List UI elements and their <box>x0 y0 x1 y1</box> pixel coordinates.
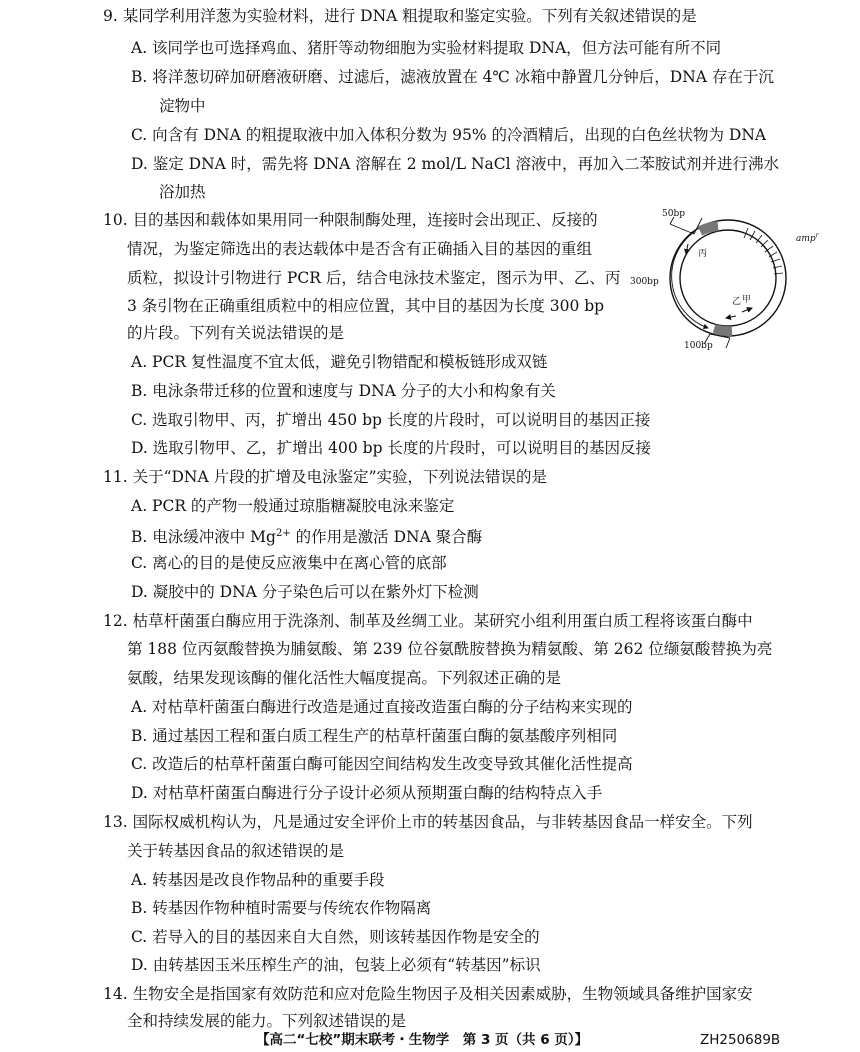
q10-option-c: C. 选取引物甲、丙，扩增出 450 bp 长度的片段时，可以说明目的基因正接 <box>131 411 651 429</box>
q11-option-d: D. 凝胶中的 DNA 分子染色后可以在紫外灯下检测 <box>131 583 479 601</box>
q9-option-c: C. 向含有 DNA 的粗提取液中加入体积分数为 95% 的冷酒精后，出现的白色丝状物为 DNA <box>131 126 767 144</box>
page-footer-title: 【高二“七校”期末联考・生物学 第 3 页（共 6 页）】 <box>256 1032 589 1048</box>
q10-option-a: A. PCR 复性温度不宜太低，避免引物错配和模板链形成双链 <box>131 353 548 371</box>
q13-option-d: D. 由转基因玉米压榨生产的油，包装上必须有“转基因”标识 <box>131 956 541 974</box>
label-100bp: 100bp <box>684 341 713 351</box>
q12-option-d: D. 对枯草杆菌蛋白酶进行分子设计必须从预期蛋白酶的结构特点入手 <box>131 784 603 802</box>
target-gene-lower-segment <box>714 329 732 331</box>
q12-stem-line1: 12. 枯草杆菌蛋白酶应用于洗涤剂、制革及丝绸工业。某研究小组利用蛋白质工程将该蛋白酶中 <box>103 612 753 630</box>
q11-stem: 11. 关于“DNA 片段的扩增及电泳鉴定”实验，下列说法错误的是 <box>103 468 548 486</box>
q9-stem: 9. 某同学利用洋葱为实验材料，进行 DNA 粗提取和鉴定实验。下列有关叙述错误的是 <box>103 7 697 25</box>
page-footer-code: ZH250689B <box>700 1032 781 1048</box>
q10-stem-line5: 的片段。下列有关说法错误的是 <box>127 324 345 342</box>
q9-option-a: A. 该同学也可选择鸡血、猪肝等动物细胞为实验材料提取 DNA，但方法可能有所不同 <box>131 39 722 57</box>
dim-300bp-arc <box>672 232 708 328</box>
dim-50bp-line <box>670 224 694 234</box>
q10-option-b: B. 电泳条带迁移的位置和速度与 DNA 分子的大小和构象有关 <box>131 382 556 400</box>
plasmid-diagram <box>628 204 828 352</box>
primer-jia-arrow <box>742 308 752 312</box>
q13-option-c: C. 若导入的目的基因来自大自然，则该转基因作物是安全的 <box>131 928 540 946</box>
q14-stem-line2: 全和持续发展的能力。下列叙述错误的是 <box>127 1012 407 1030</box>
label-50bp: 50bp <box>662 209 685 219</box>
label-primer-yi: 乙 <box>732 297 742 307</box>
q12-stem-line2: 第 188 位丙氨酸替换为脯氨酸、第 239 位谷氨酰胺替换为精氨酸、第 262 位缬氨酸替换为亮 <box>127 640 773 658</box>
label-300bp: 300bp <box>630 277 659 287</box>
q9-option-d-cont: 浴加热 <box>159 183 206 201</box>
q13-stem-line2: 关于转基因食品的叙述错误的是 <box>127 842 345 860</box>
q12-option-b: B. 通过基因工程和蛋白质工程生产的枯草杆菌蛋白酶的氨基酸序列相同 <box>131 727 618 745</box>
q9-option-d: D. 鉴定 DNA 时，需先将 DNA 溶解在 2 mol/L NaCl 溶液中，再加入二苯胺试剂并进行沸水 <box>131 155 779 173</box>
q10-stem-line3: 质粒，拟设计引物进行 PCR 后，结合电泳技术鉴定，图示为甲、乙、丙 <box>127 269 621 287</box>
q13-option-b: B. 转基因作物种植时需要与传统农作物隔离 <box>131 899 432 917</box>
q10-stem-line2: 情况，为鉴定筛选出的表达载体中是否含有正确插入目的基因的重组 <box>127 240 593 258</box>
q12-option-a: A. 对枯草杆菌蛋白酶进行改造是通过直接改造蛋白酶的分子结构来实现的 <box>131 698 633 716</box>
plasmid-inner-ring <box>680 230 776 326</box>
label-amp: amp$^r$ <box>796 232 819 244</box>
q14-stem-line1: 14. 生物安全是指国家有效防范和应对危险生物因子及相关因素威胁，生物领域具备维护国家安 <box>103 985 753 1003</box>
q13-option-a: A. 转基因是改良作物品种的重要手段 <box>131 871 385 889</box>
q12-stem-line3: 氨酸，结果发现该酶的催化活性大幅度提高。下列叙述正确的是 <box>127 669 562 687</box>
label-primer-jia: 甲 <box>742 295 752 305</box>
q10-stem-line4: 3 条引物在正确重组质粒中的相应位置，其中目的基因为长度 300 bp <box>127 297 605 315</box>
q11-option-a: A. PCR 的产物一般通过琼脂糖凝胶电泳来鉴定 <box>131 497 455 515</box>
q9-option-b-cont: 淀物中 <box>159 97 206 115</box>
q9-option-b: B. 将洋葱切碎加研磨液研磨、过滤后，滤液放置在 4℃ 冰箱中静置几分钟后，DNA 存在于沉 <box>131 68 774 86</box>
q11-option-b: B. 电泳缓冲液中 $Mg^{2+}$ 的作用是激活 DNA 聚合酶 <box>131 528 483 547</box>
primer-yi-arrow <box>726 316 736 318</box>
q11-option-c: C. 离心的目的是使反应液集中在离心管的底部 <box>131 554 447 572</box>
label-primer-bing: 丙 <box>698 249 708 259</box>
q12-option-c: C. 改造后的枯草杆菌蛋白酶可能因空间结构发生改变导致其催化活性提高 <box>131 755 633 773</box>
q13-stem-line1: 13. 国际权威机构认为，凡是通过安全评价上市的转基因食品，与非转基因食品一样安全。下列 <box>103 813 753 831</box>
q10-stem-line1: 10. 目的基因和载体如果用同一种限制酶处理，连接时会出现正、反接的 <box>103 211 598 229</box>
q10-option-d: D. 选取引物甲、乙，扩增出 400 bp 长度的片段时，可以说明目的基因反接 <box>131 439 651 457</box>
target-gene-upper-segment <box>700 226 718 231</box>
